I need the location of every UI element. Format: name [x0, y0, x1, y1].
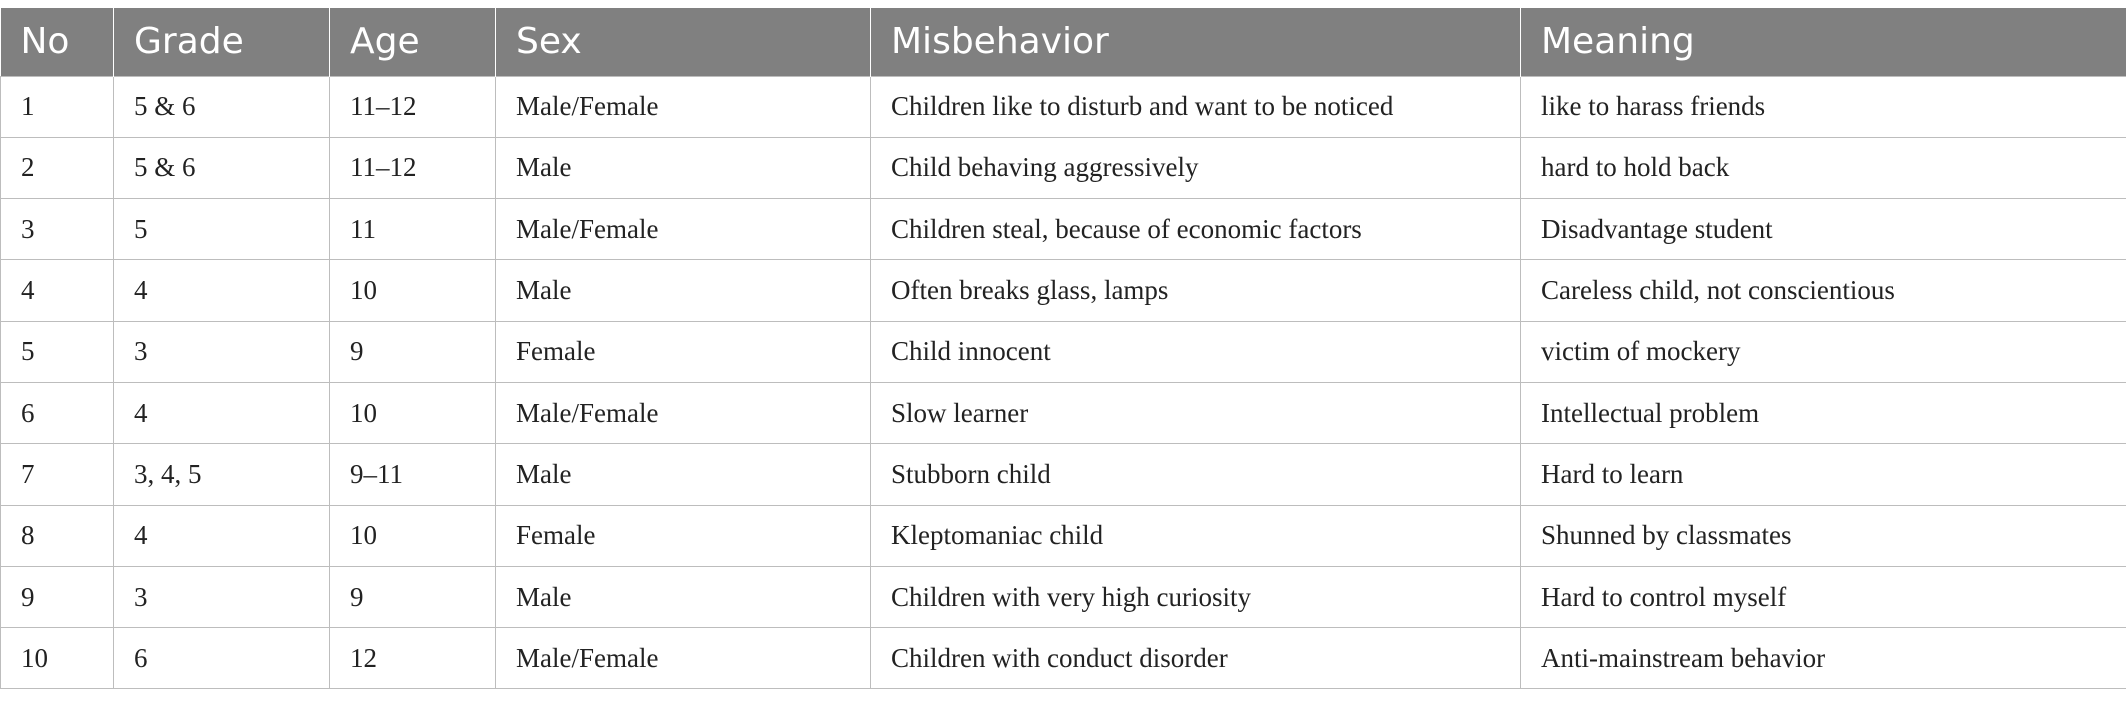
cell-meaning: Anti-mainstream behavior [1521, 628, 2126, 689]
cell-grade: 5 & 6 [114, 137, 330, 198]
cell-age: 9 [330, 321, 496, 382]
header-age: Age [330, 8, 496, 76]
cell-sex: Male [496, 444, 871, 505]
table-row [1, 628, 2126, 689]
misbehavior-table-container [0, 8, 2126, 689]
cell-no: 8 [1, 505, 114, 566]
table-row [1, 382, 2126, 443]
cell-misbehavior: Child behaving aggressively [871, 137, 1521, 198]
header-sex: Sex [496, 8, 871, 76]
cell-grade: 3, 4, 5 [114, 444, 330, 505]
cell-misbehavior: Child innocent [871, 321, 1521, 382]
table-body [1, 76, 2126, 689]
cell-meaning: Careless child, not conscientious [1521, 260, 2126, 321]
header-misbehavior: Misbehavior [871, 8, 1521, 76]
cell-grade: 5 & 6 [114, 76, 330, 137]
cell-age: 11–12 [330, 137, 496, 198]
cell-grade: 5 [114, 199, 330, 260]
cell-age: 10 [330, 382, 496, 443]
header-no: No [1, 8, 114, 76]
cell-age: 11–12 [330, 76, 496, 137]
cell-sex: Male/Female [496, 628, 871, 689]
cell-sex: Male/Female [496, 199, 871, 260]
cell-meaning: Hard to control myself [1521, 566, 2126, 627]
cell-sex: Male/Female [496, 382, 871, 443]
cell-meaning: hard to hold back [1521, 137, 2126, 198]
cell-age: 9 [330, 566, 496, 627]
cell-age: 10 [330, 505, 496, 566]
misbehavior-table [0, 8, 2126, 689]
cell-age: 12 [330, 628, 496, 689]
cell-misbehavior: Children like to disturb and want to be noticed [871, 76, 1521, 137]
table-row [1, 444, 2126, 505]
cell-meaning: Shunned by classmates [1521, 505, 2126, 566]
header-grade: Grade [114, 8, 330, 76]
header-meaning: Meaning [1521, 8, 2126, 76]
table-row [1, 199, 2126, 260]
cell-no: 3 [1, 199, 114, 260]
cell-sex: Male [496, 260, 871, 321]
cell-sex: Male/Female [496, 76, 871, 137]
table-row [1, 566, 2126, 627]
cell-grade: 6 [114, 628, 330, 689]
cell-grade: 3 [114, 321, 330, 382]
cell-grade: 4 [114, 382, 330, 443]
cell-no: 5 [1, 321, 114, 382]
cell-age: 11 [330, 199, 496, 260]
cell-no: 7 [1, 444, 114, 505]
cell-sex: Male [496, 137, 871, 198]
table-row [1, 260, 2126, 321]
cell-misbehavior: Kleptomaniac child [871, 505, 1521, 566]
table-row [1, 321, 2126, 382]
cell-sex: Male [496, 566, 871, 627]
cell-no: 10 [1, 628, 114, 689]
cell-meaning: Intellectual problem [1521, 382, 2126, 443]
cell-grade: 4 [114, 260, 330, 321]
cell-meaning: Disadvantage student [1521, 199, 2126, 260]
cell-misbehavior: Children with conduct disorder [871, 628, 1521, 689]
cell-no: 4 [1, 260, 114, 321]
cell-sex: Female [496, 321, 871, 382]
cell-meaning: victim of mockery [1521, 321, 2126, 382]
cell-meaning: like to harass friends [1521, 76, 2126, 137]
cell-no: 6 [1, 382, 114, 443]
cell-no: 2 [1, 137, 114, 198]
table-row [1, 505, 2126, 566]
table-header [1, 8, 2126, 76]
cell-misbehavior: Slow learner [871, 382, 1521, 443]
cell-misbehavior: Children steal, because of economic factors [871, 199, 1521, 260]
cell-meaning: Hard to learn [1521, 444, 2126, 505]
cell-grade: 4 [114, 505, 330, 566]
cell-sex: Female [496, 505, 871, 566]
cell-misbehavior: Children with very high curiosity [871, 566, 1521, 627]
cell-age: 10 [330, 260, 496, 321]
cell-no: 1 [1, 76, 114, 137]
table-row [1, 137, 2126, 198]
cell-no: 9 [1, 566, 114, 627]
cell-misbehavior: Often breaks glass, lamps [871, 260, 1521, 321]
cell-age: 9–11 [330, 444, 496, 505]
table-row [1, 76, 2126, 137]
cell-misbehavior: Stubborn child [871, 444, 1521, 505]
cell-grade: 3 [114, 566, 330, 627]
header-row [1, 8, 2126, 76]
